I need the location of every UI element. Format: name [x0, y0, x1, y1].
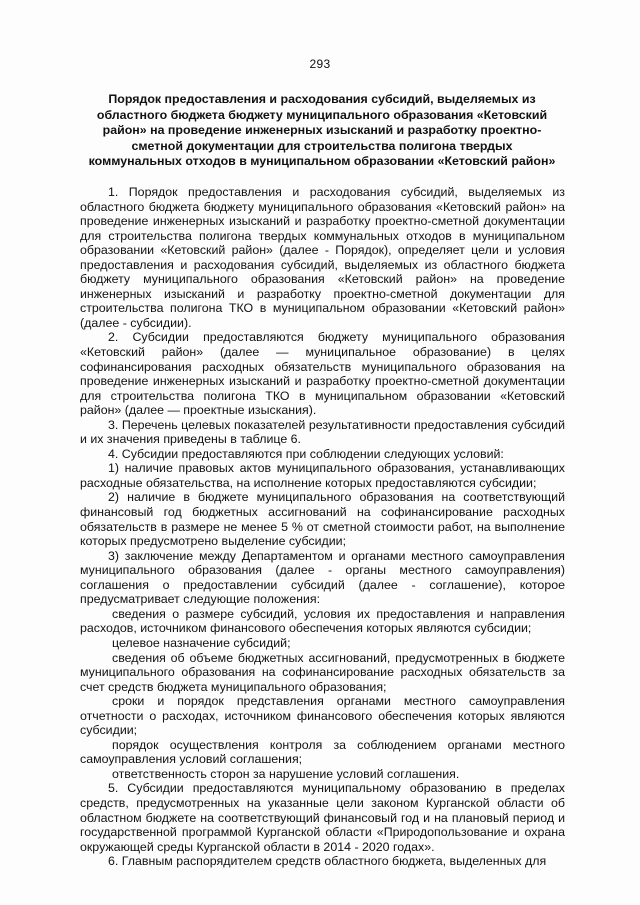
paragraph-3: 3. Перечень целевых показателей результативности предоставления субсидий и их значения приведены в таблице 6. — [80, 417, 565, 447]
paragraph-6: 6. Главным распорядителем средств областного бюджета, выделенных для — [108, 854, 547, 869]
paragraph-5: 5. Субсидии предоставляются муниципальному образованию в пределах средств, предусмотренных на указанные цели законом Курганской области об областном бюджете на соответствующий финансовый год и на плановый период и государственной программой Курганской области «Природопользование и охрана окружающей среды Курганской области в 2014 - 2020 годах». — [80, 781, 565, 854]
agreement-provision: целевое назначение субсидий; — [112, 635, 291, 650]
paragraph-4: 4. Субсидии предоставляются при соблюдении следующих условий: — [108, 446, 504, 461]
document-title: Порядок предоставления и расходования субсидий, выделяемых из областного бюджета бюджету муниципального образования «Кетовский район» на проведение инженерных изысканий и разработку проектно-сметной документации для строительства полигона твердых коммунальных отходов в муниципальном образовании «Кетовский район» — [88, 92, 556, 169]
agreement-provision: сроки и порядок представления органами местного самоуправления отчетности о расходах, источником финансового обеспечения которых являются субсидии; — [80, 694, 565, 738]
page-number: 293 — [309, 57, 331, 71]
condition-1: 1) наличие правовых актов муниципального образования, устанавливающих расходные обязательства, на исполнение которых предоставляются субсидии; — [80, 461, 565, 490]
paragraph-1: 1. Порядок предоставления и расходования субсидий, выделяемых из областного бюджета бюджету муниципального образования «Кетовский район» на проведение инженерных изысканий и разработку проектно-сметной документации для строительства полигона твердых коммунальных отходов в муниципальном образовании «Кетовский район» (далее - Порядок), определяет цели и условия предоставления и расходования субсидий, выделяемых из областного бюджета бюджету муниципального образования «Кетовский район» на проведение инженерных изысканий и разработку проектно-сметной документации для строительства полигона ТКО в муниципальном образовании «Кетовский район» (далее - субсидии). — [80, 185, 565, 330]
agreement-provision: ответственность сторон за нарушение условий соглашения. — [112, 766, 460, 781]
agreement-provision: сведения об объеме бюджетных ассигнований, предусмотренных в бюджете муниципального образования на софинансирование расходных обязательств за счет средств бюджета муниципального образования; — [80, 650, 565, 694]
agreement-provision: сведения о размере субсидий, условия их предоставления и направления расходов, источником финансового обеспечения которых являются субсидии; — [80, 606, 565, 636]
condition-3: 3) заключение между Департаментом и органами местного самоуправления муниципального образования (далее - органы местного самоуправления) соглашения о предоставлении субсидий (далее - соглашение), которое предусматривает следующие положения: — [80, 548, 565, 607]
agreement-provision: порядок осуществления контроля за соблюдением органами местного самоуправления условий соглашения; — [80, 737, 565, 767]
condition-2: 2) наличие в бюджете муниципального образования на соответствующий финансовый год бюджетных ассигнований на софинансирование расходных обязательств в размере не менее 5 % от сметной стоимости работ, на выполнение которых предусмотрено выделение субсидии; — [80, 490, 565, 549]
document-body — [80, 185, 565, 869]
paragraph-2: 2. Субсидии предоставляются бюджету муниципального образования «Кетовский район» (далее — муниципальное образование) в целях софинансирования расходных обязательств муниципального образования на проведение инженерных изысканий и разработку проектно-сметной документации для строительства полигона ТКО в муниципальном образовании «Кетовский район» (далее — проектные изыскания). — [80, 330, 565, 418]
